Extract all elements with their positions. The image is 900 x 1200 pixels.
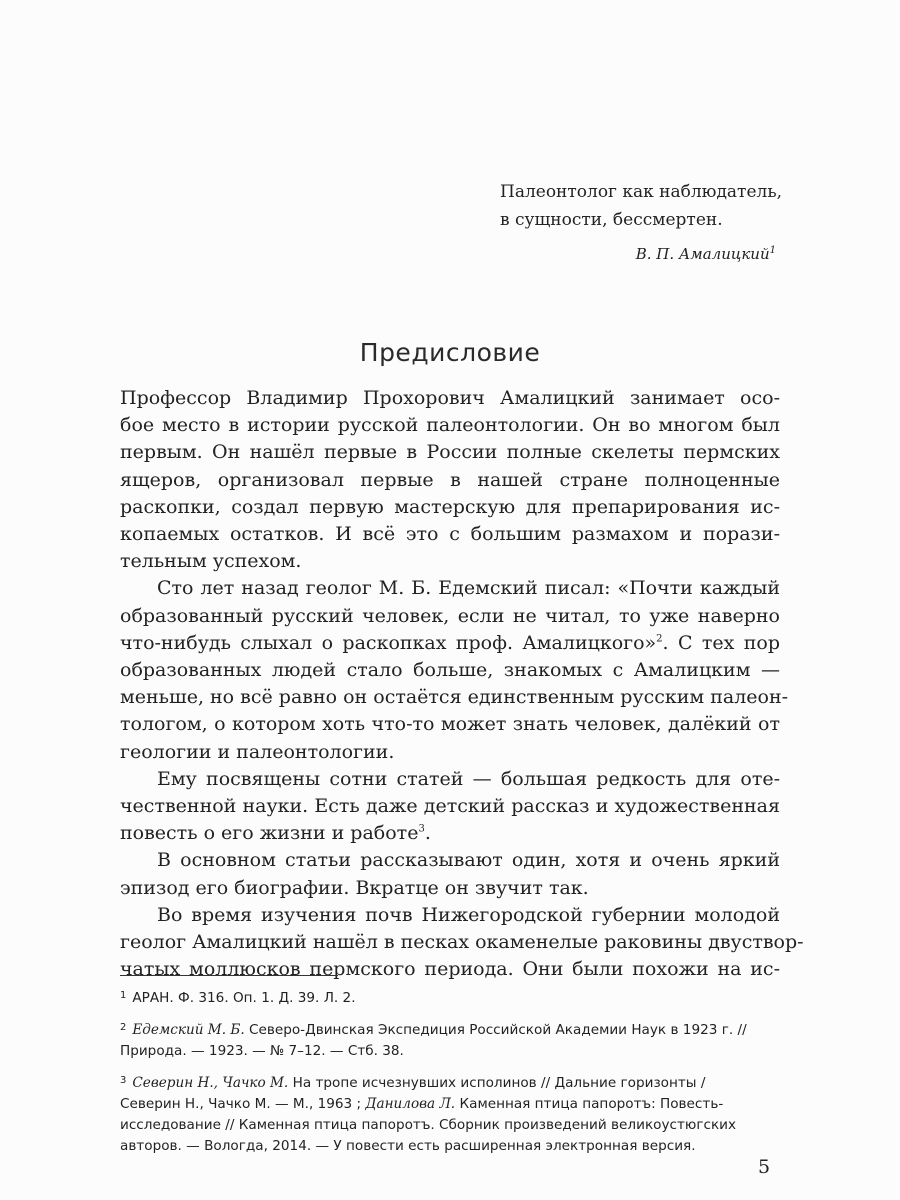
footnote-text: исследование // Каменная птица папоротъ. Сборник произведений великоустюгских [120,1117,737,1133]
chapter-title: Предисловие [359,338,541,367]
text-line: В основном статьи рассказывают один, хотя и очень яркий [157,849,780,872]
text-line: образованный русский человек, если не читал, то уже наверно [120,604,780,627]
footnote-text: АРАН. Ф. 316. Оп. 1. Д. 39. Л. 2. [132,990,356,1006]
text-line: эпизод его биографии. Вкратце он звучит так. [120,876,589,899]
footnote-text: Природа. — 1923. — № 7–12. — Стб. 38. [120,1043,404,1059]
footnote-text: авторов. — Вологда, 2014. — У повести есть расширенная электронная версия. [120,1138,696,1154]
footnote-author: Едемский М. Б. [132,1022,245,1038]
text-line: Ему посвящены сотни статей — большая редкость для оте- [157,767,780,790]
footnote-divider [120,975,338,976]
text-line: геологии и палеонтологии. [120,740,395,763]
text-line: первым. Он нашёл первые в России полные скелеты пермских [120,441,780,464]
footnotes [120,985,780,1165]
footnote-number: 1 [120,990,127,1001]
epigraph [500,178,800,268]
footnote-text: Северин Н., Чачко М. — М., 1963 ; [120,1096,362,1112]
footnote-number: 3 [120,1075,127,1086]
epigraph-author: В. П. Амалицкий$^1$ [635,245,776,263]
text-line: тельным успехом. [120,550,302,573]
text-line: бое место в истории русской палеонтологии. Он во многом был [120,414,780,437]
text-line: тологом, о котором хоть что-то может знать человек, далёкий от [120,713,780,736]
text-line: ящеров, организовал первые в нашей стране полноценные [120,468,780,491]
page-number: 5 [758,1156,771,1178]
footnote-number: 2 [120,1022,127,1033]
text-line: Во время изучения почв Нижегородской губернии молодой [157,903,780,926]
footnote-ref: 1 [769,245,776,256]
text-line: копаемых остатков. И всё это с большим размахом и порази- [120,523,780,546]
text-line: Сто лет назад геолог М. Б. Едемский писал: «Почти каждый [157,577,780,600]
text-line: что-нибудь слыхал о раскопках проф. Амалицкого»$^2$. С тех пор [120,631,780,654]
footnote-ref: 2 [656,633,663,645]
footnote-3 [120,1070,780,1157]
text-line: повесть о его жизни и работе$^3$. [120,822,431,845]
text-line: чатых моллюсков пермского периода. Они были похожи на ис- [120,958,780,981]
text-line: Профессор Владимир Прохорович Амалицкий занимает осо- [120,387,780,409]
footnote-ref: 3 [418,823,425,835]
footnote-text: Каменная птица папоротъ: Повесть- [459,1096,724,1112]
text-line: чественной науки. Есть даже детский рассказ и художественная [120,795,780,818]
footnote-2 [120,1017,780,1062]
text-line: раскопки, создал первую мастерскую для препарирования ис- [120,495,780,518]
footnote-author: Данилова Л. [365,1096,456,1112]
epigraph-line: в сущности, бессмертен. [500,210,723,230]
footnote-author: Северин Н., Чачко М. [132,1075,289,1091]
text-line: геолог Амалицкий нашёл в песках окаменелые раковины двуствор- [120,931,804,954]
text-line: образованных людей стало больше, знакомых с Амалицким — [120,659,780,682]
footnote-text: На тропе исчезнувших исполинов // Дальние горизонты / [292,1075,706,1091]
text-line: меньше, но всё равно он остаётся единственным русским палеон- [120,686,789,709]
footnote-text: Северо-Двинская Экспедиция Российской Академии Наук в 1923 г. // [249,1022,747,1038]
footnote-1 [120,985,780,1009]
body-text [120,385,804,983]
epigraph-line: Палеонтолог как наблюдатель, [500,182,782,202]
